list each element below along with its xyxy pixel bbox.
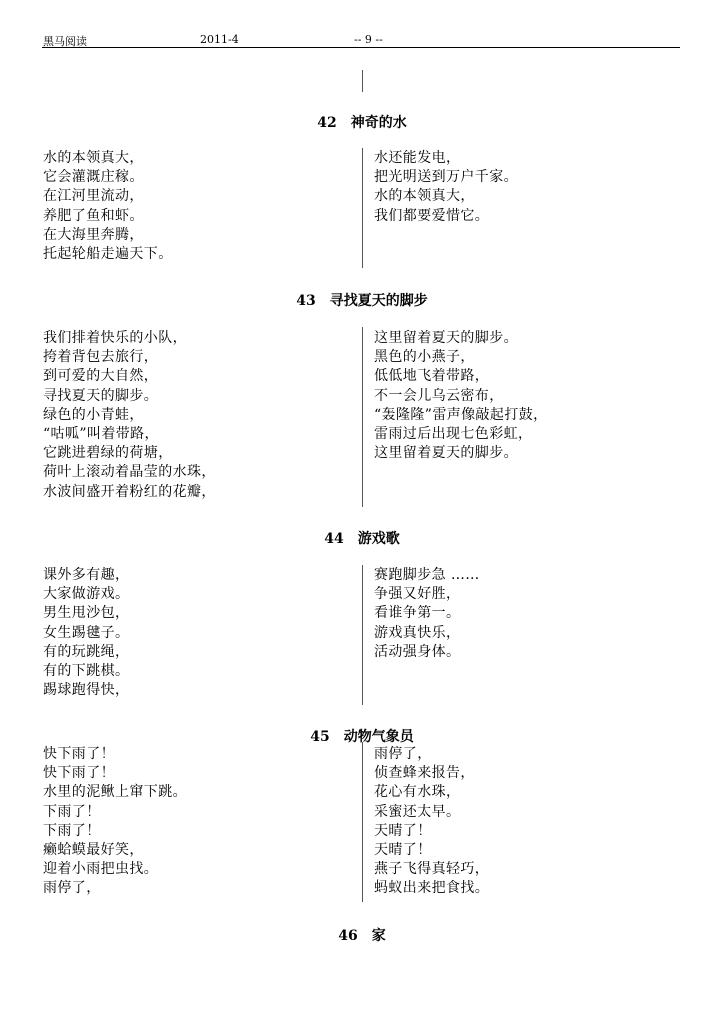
poem-line: 看谁争第一。 — [374, 605, 461, 622]
poem-title-43: 43 寻找夏天的脚步 — [296, 293, 428, 309]
poem-line: 侦查蜂来报告， — [374, 765, 475, 782]
header-rule — [42, 47, 680, 48]
poem-line: 到可爱的大自然， — [43, 368, 159, 385]
poem-42-left — [43, 149, 173, 264]
poem-line: 在大海里奔腾， — [43, 226, 144, 243]
poem-line: 这里留着夏天的脚步。 — [374, 330, 518, 346]
issue-label: 2011-4 — [200, 33, 239, 46]
poem-line: 绿色的小青蛙， — [43, 406, 144, 423]
poem-line: 快下雨了！ — [43, 746, 115, 762]
poem-title-45: 45 动物气象员 — [310, 729, 414, 745]
poem-line: 癞蛤蟆最好笑， — [43, 842, 144, 859]
poem-line: 我们都要爱惜它。 — [374, 207, 490, 224]
column-divider-top — [362, 70, 363, 92]
poem-44-left — [43, 566, 129, 700]
poem-line: 有的下跳棋。 — [43, 663, 130, 680]
poem-line: 男生甩沙包， — [43, 605, 130, 622]
poem-line: 采蜜还太早。 — [374, 803, 461, 820]
poem-line: 天晴了！ — [374, 842, 432, 859]
poem-line: “轰隆隆”雷声像敲起打鼓， — [374, 406, 548, 423]
poem-line: 下雨了！ — [43, 822, 101, 839]
poem-line: 雷雨过后出现七色彩虹， — [374, 426, 533, 443]
poem-line: “咕呱”叫着带路， — [43, 426, 159, 443]
poem-line: 黑色的小燕子， — [374, 349, 475, 366]
poem-line: 雨停了， — [374, 746, 432, 762]
poem-line: 水的本领真大， — [374, 188, 475, 205]
poem-line: 不一会儿乌云密布， — [374, 387, 504, 404]
poem-line: 挎着背包去旅行， — [43, 349, 159, 366]
poem-line: 大家做游戏。 — [43, 586, 130, 603]
poem-42-right — [374, 149, 518, 226]
poem-line: 女生踢毽子。 — [43, 624, 130, 641]
poem-43-right — [374, 329, 548, 463]
poem-45-right — [374, 745, 489, 899]
poem-line: 天晴了！ — [374, 822, 432, 839]
poem-line: 赛跑脚步急 …… — [374, 567, 480, 583]
poem-line: 迎着小雨把虫找。 — [43, 861, 159, 878]
poem-line: 养肥了鱼和虾。 — [43, 207, 144, 224]
poem-line: 它会灌溉庄稼。 — [43, 169, 144, 186]
poem-line: 下雨了！ — [43, 803, 101, 820]
poem-43-left — [43, 329, 216, 502]
poem-line: 寻找夏天的脚步。 — [43, 387, 159, 404]
poem-line: 踢球跑得快， — [43, 682, 130, 699]
poem-line: 在江河里流动， — [43, 188, 144, 205]
poem-line: 水里的泥鳅上窜下跳。 — [43, 784, 187, 801]
poem-title-46: 46 家 — [338, 928, 386, 944]
poem-line: 荷叶上滚动着晶莹的水珠， — [43, 464, 216, 481]
poem-line: 我们排着快乐的小队， — [43, 330, 187, 346]
poem-line: 花心有水珠， — [374, 784, 461, 801]
column-divider — [362, 148, 363, 268]
poem-line: 它跳进碧绿的荷塘， — [43, 445, 173, 462]
poem-line: 水波间盛开着粉红的花瓣， — [43, 483, 216, 500]
poem-line: 蚂蚁出来把食找。 — [374, 880, 490, 897]
page-number: -- 9 -- — [354, 33, 383, 46]
poem-title-44: 44 游戏歌 — [324, 531, 400, 547]
poem-line: 水还能发电， — [374, 150, 461, 166]
poem-44-right — [374, 566, 480, 662]
poem-line: 把光明送到万户千家。 — [374, 169, 518, 186]
column-divider — [362, 327, 363, 507]
poem-line: 水的本领真大， — [43, 150, 144, 166]
poem-line: 活动强身体。 — [374, 643, 461, 660]
poem-line: 课外多有趣， — [43, 567, 130, 583]
poem-line: 这里留着夏天的脚步。 — [374, 445, 518, 462]
poem-line: 托起轮船走遍天下。 — [43, 246, 173, 263]
poem-line: 游戏真快乐， — [374, 624, 461, 641]
poem-line: 燕子飞得真轻巧， — [374, 861, 490, 878]
poem-title-42: 42 神奇的水 — [317, 115, 407, 131]
column-divider — [362, 565, 363, 705]
journal-name: 黑马阅读 — [43, 35, 87, 48]
poem-line: 争强又好胜， — [374, 586, 461, 603]
poem-line: 雨停了， — [43, 880, 101, 897]
poem-line: 低低地飞着带路， — [374, 368, 490, 385]
poem-45-left — [43, 745, 187, 899]
poem-line: 快下雨了！ — [43, 765, 115, 782]
poem-line: 有的玩跳绳， — [43, 643, 130, 660]
column-divider — [362, 742, 363, 902]
